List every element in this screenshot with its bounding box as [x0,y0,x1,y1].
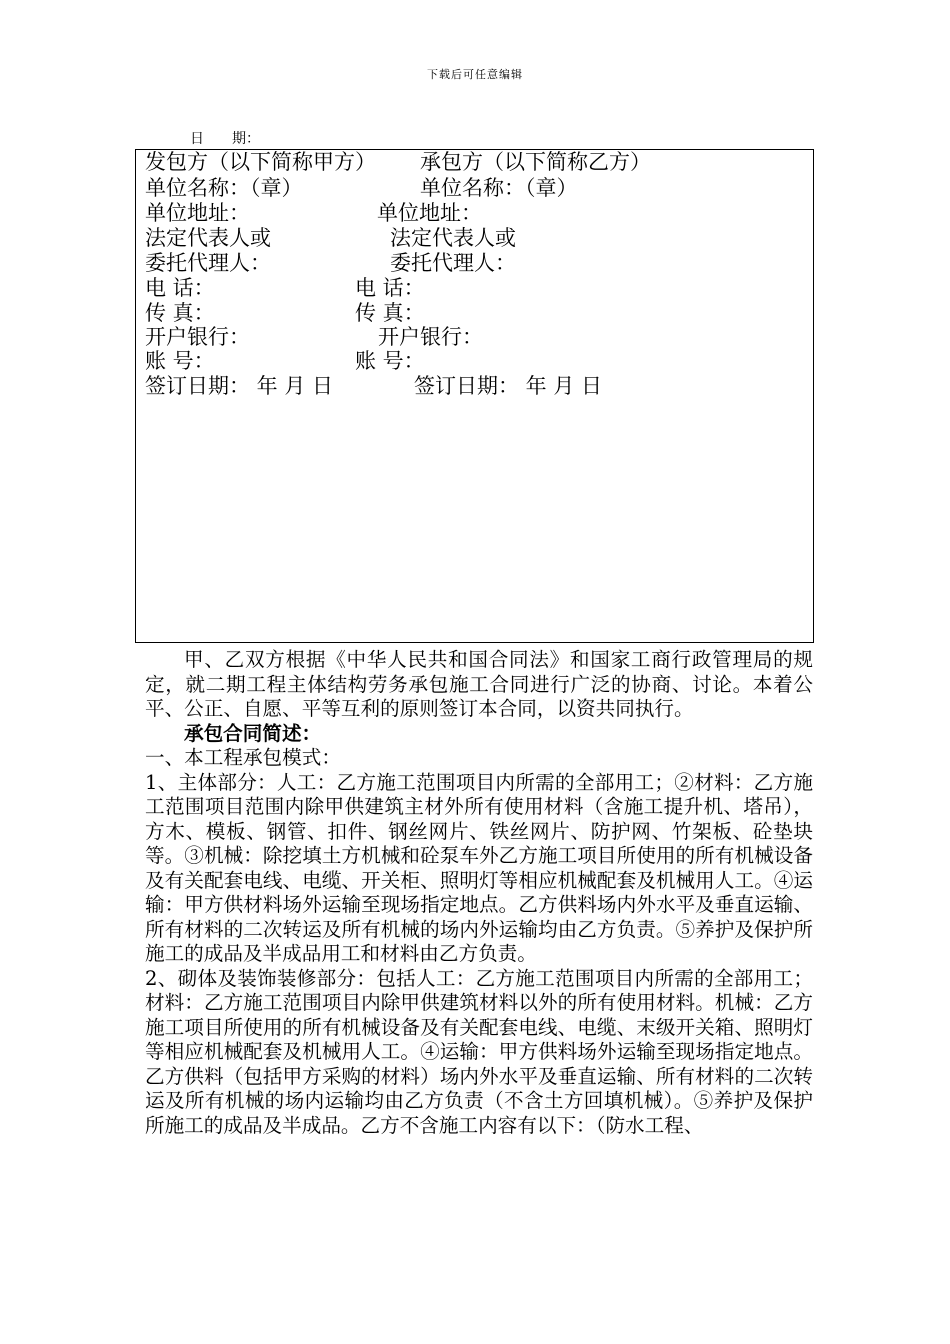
party-right: 账 号： [355,349,425,373]
party-left: 传 真： [145,301,215,325]
item-paragraph-2: 2、砌体及装饰装修部分：包括人工：乙方施工范围项目内所需的全部用工；材料：乙方施工范围项目内除甲供建筑材料以外的所有使用材料。机械：乙方施工项目所使用的所有机械设备及有关配套电线、电缆、末级开关箱、照明灯等相应机械配套及机械用人工。④运输：甲方供料场外运输至现场指定地点。乙方供料（包括甲方采购的材料）场内外水平及垂直运输、所有材料的二次转运及所有机械的场内运输均由乙方负责（不含土方回填机械）。⑤养护及保护所施工的成品及半成品。乙方不含施工内容有以下：（防水工程、 [145,966,813,1137]
intro-paragraph: 甲、乙双方根据《中华人民共和国合同法》和国家工商行政管理局的规定，就二期工程主体结构劳务承包施工合同进行广泛的协商、讨论。本着公平、公正、自愿、平等互利的原则签订本合同，以资共同执行。 [145,648,813,720]
party-row [145,276,805,300]
party-left: 委托代理人： [145,251,271,275]
party-row [145,251,805,275]
party-row [145,176,805,200]
party-left: 账 号： [145,349,215,373]
contract-body [145,648,813,1138]
party-left: 发包方（以下简称甲方） [145,150,376,174]
party-right: 委托代理人： [390,251,516,275]
party-left: 单位地址： [145,201,250,225]
party-right: 传 真： [355,301,425,325]
party-left: 法定代表人或 [145,226,271,250]
party-row [145,301,805,325]
date-label [190,128,260,148]
party-left: 签订日期： 年 月 日 [145,374,334,398]
party-row [145,349,805,373]
date-label-a: 日 [190,131,204,147]
party-right: 电 话： [355,276,425,300]
section-heading: 一、本工程承包模式： [145,746,341,769]
party-left: 电 话： [145,276,215,300]
party-right: 签订日期： 年 月 日 [414,374,603,398]
party-row [145,325,805,349]
party-right: 承包方（以下简称乙方） [420,150,651,174]
date-label-b: 期： [232,131,260,147]
party-row [145,201,805,225]
summary-title: 承包合同简述： [184,721,322,745]
party-left: 单位名称：（章） [145,176,303,200]
parties-table [135,149,814,643]
party-right: 单位地址： [377,201,482,225]
party-left: 开户银行： [145,325,250,349]
party-right: 开户银行： [378,325,483,349]
party-right: 法定代表人或 [390,226,516,250]
party-row [145,374,805,398]
page-header-note: 下载后可任意编辑 [427,68,523,81]
party-row [145,150,805,174]
party-row [145,226,805,250]
party-right: 单位名称：（章） [420,176,578,200]
item-paragraph-1: 1、主体部分：人工：乙方施工范围项目内所需的全部用工；②材料：乙方施工范围项目范围内除甲供建筑主材外所有使用材料（含施工提升机、塔吊），方木、模板、钢管、扣件、钢丝网片、铁丝网片、防护网、竹架板、砼垫块等。③机械：除挖填土方机械和砼泵车外乙方施工项目所使用的所有机械设备及有关配套电线、电缆、开关柜、照明灯等相应机械配套及机械用人工。④运输：甲方供材料场外运输至现场指定地点。乙方供料场内外水平及垂直运输、所有材料的二次转运及所有机械的场内外运输均由乙方负责。⑤养护及保护所施工的成品及半成品用工和材料由乙方负责。 [145,770,813,965]
